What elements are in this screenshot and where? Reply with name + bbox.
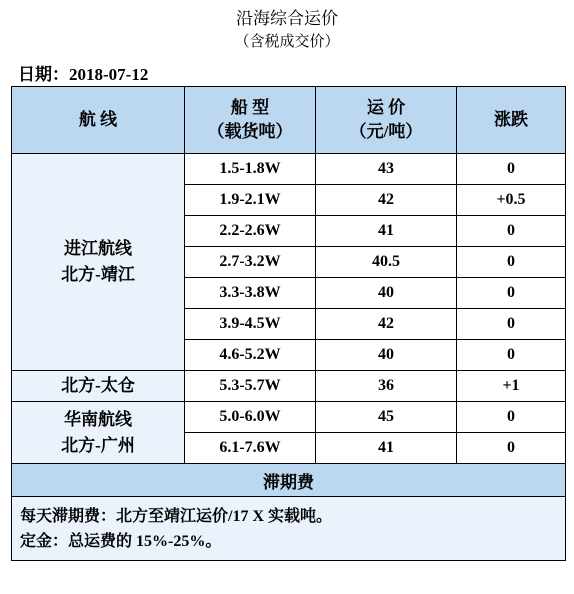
ship-type-cell: 3.3-3.8W — [185, 278, 316, 309]
table-row — [12, 154, 566, 185]
ship-type-cell: 2.7-3.2W — [185, 247, 316, 278]
change-cell: 0 — [457, 247, 566, 278]
price-cell: 41 — [316, 216, 457, 247]
demurrage-heading-row — [12, 464, 566, 497]
ship-type-cell: 1.9-2.1W — [185, 185, 316, 216]
price-cell: 42 — [316, 309, 457, 340]
change-cell: 0 — [457, 309, 566, 340]
demurrage-note — [12, 497, 566, 561]
demurrage-heading: 滞期费 — [12, 464, 566, 497]
route-cell — [12, 402, 185, 464]
route-path: 北方-靖江 — [61, 265, 135, 284]
page-title: 沿海综合运价 — [236, 9, 338, 28]
page-subtitle: （含税成交价） — [234, 34, 340, 50]
change-cell: +1 — [457, 371, 566, 402]
route-name: 华南航线 — [64, 409, 132, 429]
route-cell — [12, 154, 185, 371]
ship-type-cell: 1.5-1.8W — [185, 154, 316, 185]
change-cell: 0 — [457, 278, 566, 309]
price-cell: 45 — [316, 402, 457, 433]
change-cell: 0 — [457, 154, 566, 185]
route-name: 北方-太仓 — [61, 376, 135, 395]
price-cell: 43 — [316, 154, 457, 185]
ship-type-cell: 4.6-5.2W — [185, 340, 316, 371]
demurrage-note-row — [12, 497, 566, 561]
header-price: 运 价 （元/吨） — [316, 87, 457, 154]
price-cell: 40 — [316, 278, 457, 309]
price-cell: 40 — [316, 340, 457, 371]
demurrage-fee-text: 每天滞期费：北方至靖江运价/17 X 实载吨。 — [20, 508, 333, 525]
change-cell: 0 — [457, 402, 566, 433]
route-path: 北方-广州 — [61, 435, 135, 455]
change-cell: +0.5 — [457, 185, 566, 216]
table-body — [12, 154, 566, 561]
ship-type-cell: 3.9-4.5W — [185, 309, 316, 340]
price-cell: 36 — [316, 371, 457, 402]
change-cell: 0 — [457, 433, 566, 464]
freight-rate-table — [11, 86, 566, 561]
ship-type-cell: 6.1-7.6W — [185, 433, 316, 464]
table-row — [12, 402, 566, 433]
table-row — [12, 371, 566, 402]
price-cell: 42 — [316, 185, 457, 216]
report-date: 日期：2018-07-12 — [18, 65, 149, 84]
change-cell: 0 — [457, 340, 566, 371]
change-cell: 0 — [457, 216, 566, 247]
price-cell: 41 — [316, 433, 457, 464]
ship-type-cell: 2.2-2.6W — [185, 216, 316, 247]
header-ship-type: 船 型 （载货吨） — [185, 87, 316, 154]
table-header-row — [12, 87, 566, 154]
route-name: 进江航线 — [64, 239, 132, 258]
header-change: 涨跌 — [457, 87, 566, 154]
ship-type-cell: 5.3-5.7W — [185, 371, 316, 402]
header-route: 航 线 — [12, 87, 185, 154]
ship-type-cell: 5.0-6.0W — [185, 402, 316, 433]
deposit-text: 定金：总运费的 15%-25%。 — [20, 533, 222, 550]
price-cell: 40.5 — [316, 247, 457, 278]
route-cell — [12, 371, 185, 402]
